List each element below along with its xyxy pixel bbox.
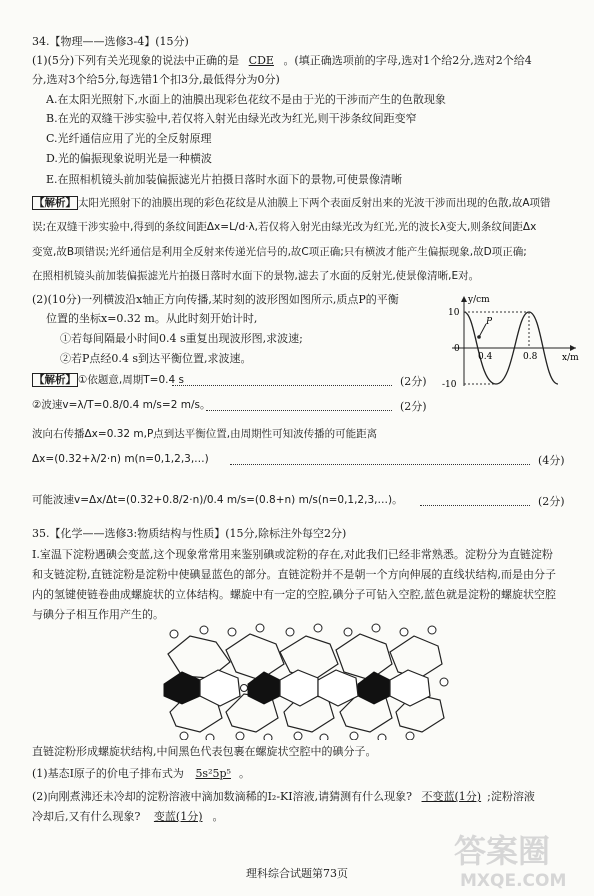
q35-sub2-answer2: 变蓝(1分) — [153, 810, 203, 823]
watermark-text-cn: 答案圈 — [454, 832, 551, 870]
q34-part2-line4: ②若P点经0.4 s到达平衡位置,求波速。 — [60, 352, 252, 365]
q34-part2-line3: ①若每间隔最小时间0.4 s重复出现波形图,求波速; — [60, 332, 303, 345]
q35-para-line1: I.室温下淀粉遇碘会变蓝,这个现象常常用来鉴别碘或淀粉的存在,对此我们已经非常熟悉。淀粉分为直链淀粉 — [32, 548, 553, 561]
q35-sub2-text-b: ;淀粉溶液 — [487, 790, 535, 803]
x-tick-0.8: 0.8 — [523, 352, 538, 362]
starch-helix-diagram — [160, 622, 450, 740]
q35-header: 35.【化学——选修3:物质结构与性质】(15分,除标注外每空2分) — [32, 527, 347, 540]
y-tick-neg10: -10 — [442, 380, 457, 390]
score-4: (2分) — [538, 495, 565, 508]
dot-leader-3 — [230, 464, 530, 465]
q34-p1-text-b: 。(填正确选项前的字母,选对1个给2分,选对2个给4 — [283, 54, 532, 67]
q34-option-e: E.在照相机镜头前加装偏振滤光片拍摄日落时水面下的景物,可使景像清晰 — [46, 173, 403, 186]
q34-option-b: B.在光的双缝干涉实验中,若仅将入射光由绿光改为红光,则干涉条纹间距变窄 — [46, 112, 417, 125]
q35-sub2-end: 。 — [212, 810, 224, 823]
explanation-text: 太阳光照射下的油膜出现的彩色花纹是从油膜上下两个表面反射出来的光波干涉而出现的色散,故A项错 — [78, 197, 551, 209]
dot-leader-4 — [420, 505, 530, 506]
q34-solution-line5: 可能波速v=Δx/Δt=(0.32+0.8/2·n)/0.4 m/s=(0.8+n) m/s(n=0,1,2,3,…)。 — [32, 494, 403, 506]
solution-text-1: ①依题意,周期T=0.4 s — [78, 374, 184, 386]
q35-sub2-line1 — [32, 789, 574, 804]
q34-header: 34.【物理——选修3-4】(15分) — [32, 35, 189, 48]
y-tick-0: 0 — [454, 344, 460, 354]
score-2: (2分) — [400, 400, 427, 413]
explanation-tag: 【解析】 — [34, 197, 76, 209]
y-tick-10: 10 — [448, 308, 460, 318]
q35-sub1-answer: 5s²5p⁵ — [195, 767, 231, 780]
q34-p1-text: (1)(5分)下列有关光现象的说法中正确的是 — [32, 54, 240, 67]
point-p-arrow — [479, 324, 486, 337]
dot-leader-2 — [206, 410, 392, 411]
point-p-label: P — [486, 317, 493, 327]
q34-p1-answer: CDE — [248, 54, 274, 67]
page-footer: 理科综合试题第73页 — [246, 867, 348, 880]
q34-solution-line2: ②波速v=λ/T=0.8/0.4 m/s=2 m/s。 — [32, 399, 211, 411]
score-1: (2分) — [400, 375, 427, 388]
x-tick-0.4: 0.4 — [478, 352, 493, 362]
solution-tag: 【解析】 — [34, 374, 76, 386]
q35-caption: 直链淀粉形成螺旋状结构,中间黑色代表包裹在螺旋状空腔中的碘分子。 — [32, 745, 377, 758]
x-axis-label: x/m — [562, 353, 579, 363]
q34-part2-line1: (2)(10分)一列横波沿x轴正方向传播,某时刻的波形图如图所示,质点P的平衡 — [32, 293, 399, 306]
q34-option-d: D.光的偏振现象说明光是一种横波 — [46, 152, 212, 165]
q35-sub2-text: (2)向刚煮沸还未冷却的淀粉溶液中滴加数滴稀的I₂-KI溶液,请猜测有什么现象? — [32, 790, 413, 803]
q34-option-a: A.在太阳光照射下,水面上的油膜出现彩色花纹不是由于光的干涉而产生的色散现象 — [46, 93, 446, 106]
q34-part2-line2: 位置的坐标x=0.32 m。从此时刻开始计时, — [46, 312, 258, 325]
q35-para-line4: 与碘分子相互作用产生的。 — [32, 608, 164, 621]
score-3: (4分) — [538, 454, 565, 467]
q35-sub2-answer1: 不变蓝(1分) — [421, 790, 482, 803]
y-axis-label: y/cm — [468, 295, 490, 305]
q34-solution-line4: Δx=(0.32+λ/2·n) m(n=0,1,2,3,…) — [32, 453, 209, 465]
watermark-logo — [452, 826, 582, 892]
q35-sub1-end: 。 — [238, 767, 250, 780]
q34-explanation-line3: 变宽,故B项错误;光纤通信是利用全反射来传递光信号的,故C项正确;只有横波才能产生偏振现象,故D项正确; — [32, 246, 527, 258]
q35-sub2-text-c: 冷却后,又有什么现象? — [32, 810, 141, 823]
watermark-text-en: MXQE.COM — [460, 871, 567, 891]
q35-sub2-line2 — [32, 809, 574, 824]
q34-explanation-line2: 误;在双缝干涉实验中,得到的条纹间距Δx=L/d·λ,若仅将入射光由绿光改为红光,光的波长λ变大,则条纹间距Δx — [32, 221, 537, 233]
q34-explanation-line1 — [32, 196, 574, 211]
q35-para-line2: 和支链淀粉,直链淀粉是淀粉中使碘显蓝色的部分。直链淀粉并不是朝一个方向伸展的直线状结构,而是由分子 — [32, 568, 556, 581]
q34-explanation-line4: 在照相机镜头前加装偏振滤光片拍摄日落时水面下的景物,滤去了水面的反射光,使景像清晰,E对。 — [32, 270, 480, 282]
q34-option-c: C.光纤通信应用了光的全反射原理 — [46, 132, 212, 145]
q34-p1-line2: 分,选对3个给5分,每选错1个扣3分,最低得分为0分) — [32, 73, 280, 86]
dot-leader-1 — [172, 385, 392, 386]
q35-sub1 — [32, 766, 574, 781]
q35-sub1-text: (1)基态I原子的价电子排布式为 — [32, 767, 184, 780]
x-axis-arrow — [570, 345, 576, 351]
y-axis-arrow — [461, 296, 467, 302]
q35-para-line3: 内的氢键使链卷曲成螺旋状的立体结构。螺旋中有一定的空腔,碘分子可钻入空腔,蓝色就是淀粉的螺旋状空腔 — [32, 588, 556, 601]
q34-solution-line3: 波向右传播Δx=0.32 m,P点到达平衡位置,由周期性可知波传播的可能距离 — [32, 428, 378, 440]
q34-part1-line1 — [32, 53, 574, 68]
